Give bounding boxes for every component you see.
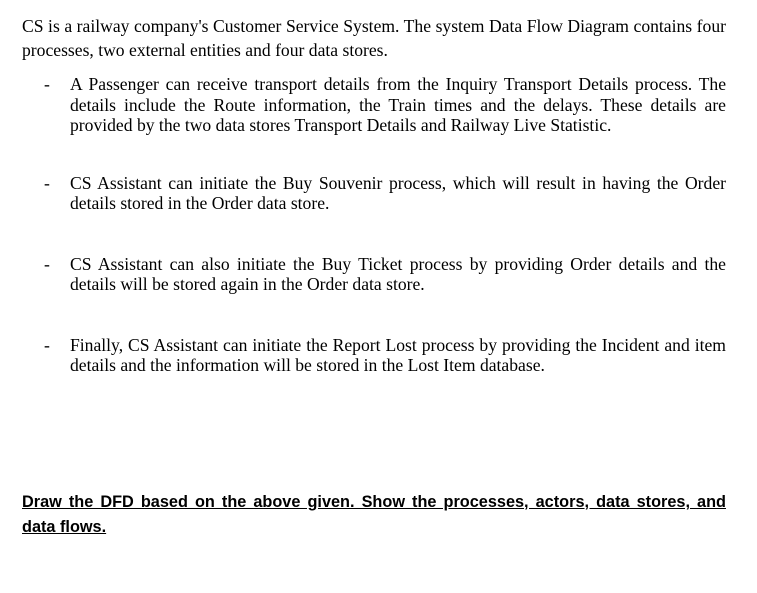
intro-paragraph: CS is a railway company's Customer Service System. The system Data Flow Diagram contains four processes, two external entities and four data stores. (22, 16, 726, 60)
requirements-list (22, 74, 726, 376)
document-body (22, 14, 726, 376)
list-item (22, 335, 726, 376)
list-item-text: CS Assistant can initiate the Buy Souvenir process, which will result in having the Order details stored in the Order data store. (70, 172, 726, 213)
bullet-marker: - (44, 74, 50, 94)
bullet-marker: - (44, 334, 50, 355)
list-item-text: Finally, CS Assistant can initiate the Report Lost process by providing the Incident and item details and the information will be stored in the Lost Item database. (70, 334, 726, 375)
task-instruction: Draw the DFD based on the above given. Show the processes, actors, data stores, and data flows. (22, 493, 726, 536)
list-item (22, 254, 726, 295)
bullet-marker: - (44, 253, 50, 274)
list-item (22, 173, 726, 214)
bullet-marker: - (44, 172, 50, 193)
list-item-text: A Passenger can receive transport details from the Inquiry Transport Details process. The details include the Route information, the Train times and the delays. These details are provided by the two data stores Transport Details and Railway Live Statistic. (70, 74, 726, 135)
list-item (22, 74, 726, 136)
list-item-text: CS Assistant can also initiate the Buy Ticket process by providing Order details and the details will be stored again in the Order data store. (70, 253, 726, 294)
